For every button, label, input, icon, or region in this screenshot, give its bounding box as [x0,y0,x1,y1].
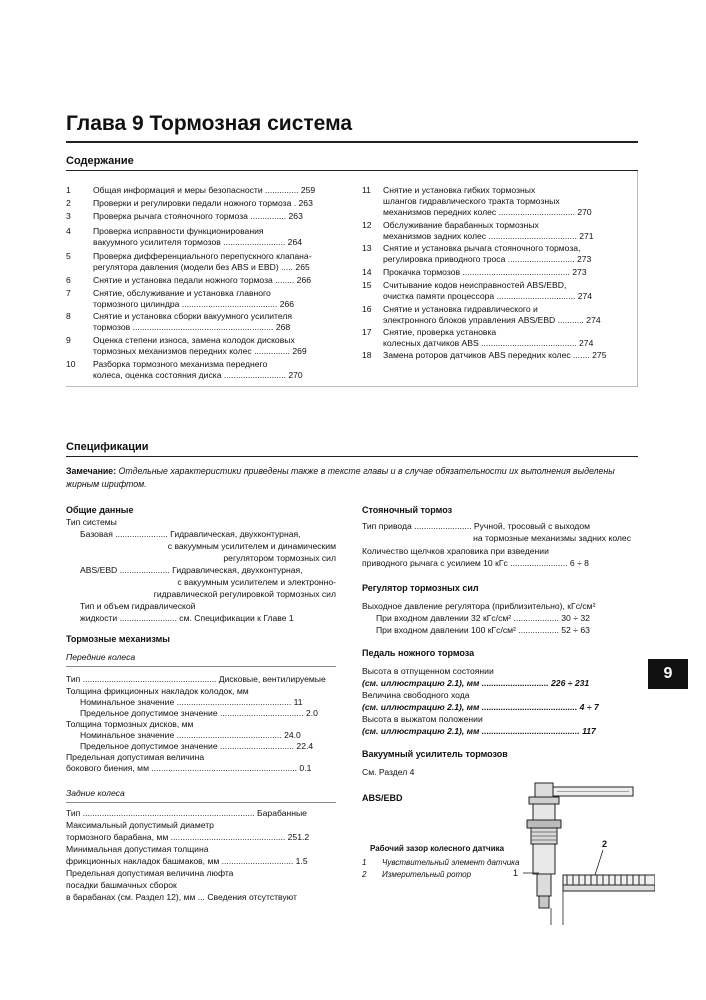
spec-line: с вакуумным усилителем и электронно- [177,577,336,587]
toc-number: 9 [66,335,71,345]
toc-text: Разборка тормозного механизма переднего [93,359,268,369]
abs-heading: ABS/EBD [362,793,403,803]
toc-number: 1 [66,185,71,195]
legend-number: 2 [362,870,367,879]
figure-label-2: 2 [602,839,608,849]
toc-number: 12 [362,220,372,230]
toc-text: Считывание кодов неисправностей ABS/EBD, [383,280,567,290]
toc-number: 5 [66,251,71,261]
toc-number: 3 [66,211,71,221]
spec-line: Выходное давление регулятора (приблизительно), кГс/см² [362,601,596,611]
toc-text: Снятие и установка педали ножного тормоза ........ 266 [93,275,311,285]
spec-line: (см. иллюстрацию 2.1), мм ........................................ 4 ÷ 7 [362,702,599,712]
spec-line: Тип привода ........................ Ручной, тросовый с выходом [362,521,591,531]
spec-line: посадки башмачных сборок [66,880,177,890]
spec-line: Величина свободного хода [362,690,470,700]
legend-item-1 [362,858,520,868]
toc-number: 7 [66,288,71,298]
spec-line: Тип ........................................................................ Барабанные [66,808,307,818]
spec-line: гидравлической регулировкой тормозных сил [153,589,336,599]
toc-text: очистка памяти процессора ................................. 274 [383,291,593,301]
spec-line: Базовая ...................... Гидравлическая, двухконтурная, [80,529,301,539]
pedal-heading: Педаль ножного тормоза [362,648,475,658]
rear-heading: Задние колеса [66,788,125,798]
toc-text: регулятора давления (модели без ABS и EBD) ..... 265 [93,262,310,272]
spec-line: ABS/EBD ..................... Гидравлическая, двухконтурная, [80,565,303,575]
legend-text: Измерительный ротор [382,870,472,879]
figure-label-1: 1 [513,868,519,878]
toc-item-17[interactable] [362,327,640,349]
toc-text: тормозов ........................................................... 268 [93,322,291,332]
title-rule [66,141,638,143]
toc-text: Снятие, проверка установка [383,327,497,337]
figure-caption: Рабочий зазор колесного датчика [370,844,505,853]
toc-text: Общая информация и меры безопасности .............. 259 [93,185,316,195]
spec-line: (см. иллюстрацию 2.1), мм ......................................... 117 [362,726,596,736]
toc-number: 6 [66,275,71,285]
spec-line: Минимальная допустимая толщина [66,844,209,854]
specs-note [66,465,636,490]
spec-line: с вакуумным усилителем и динамическим [167,541,336,551]
brakes-heading: Тормозные механизмы [66,634,170,644]
toc-item-9[interactable] [66,335,348,357]
toc-text: Проверка рычага стояночного тормоза ............... 263 [93,211,303,221]
toc-number: 4 [66,226,71,236]
toc-text: Снятие и установка гибких тормозных [383,185,536,195]
toc-text: Проверка исправности функционирования [93,226,264,236]
spec-line: Количество щелчков храповика при взведении [362,546,549,556]
toc-number: 16 [362,304,372,314]
general-heading: Общие данные [66,505,134,515]
spec-line: Максимальный допустимый диаметр [66,820,214,830]
note-label: Замечание: [66,466,117,476]
spec-line: в барабанах (см. Раздел 12), мм ... Сведения отсутствуют [66,892,297,902]
toc-text: механизмов передних колес ................................ 270 [383,207,592,217]
chapter-title: Глава 9 Тормозная система [66,112,353,135]
specs-heading: Спецификации [66,441,149,453]
toc-text: колеса, оценка состояния диска .......................... 270 [93,370,303,380]
spec-line: Предельная допустимая величина [66,752,205,762]
toc-number: 10 [66,359,76,369]
spec-line: регулятором тормозных сил [223,553,336,563]
spec-line: (см. иллюстрацию 2.1), мм ............................ 226 ÷ 231 [362,678,590,688]
spec-line: на тормозные механизмы задних колес [473,533,631,543]
booster-line: См. Раздел 4 [362,767,415,777]
toc-item-11[interactable] [362,185,640,218]
note-text: Отдельные характеристики приведены также в тексте главы и в случае обязательности их выполнения выделены жирным шрифтом. [66,466,615,489]
spec-line: Предельная допустимая величина люфта [66,868,234,878]
spec-line: фрикционных накладок башмаков, мм .............................. 1.5 [66,856,308,866]
spec-line: приводного рычага с усилием 10 кГс ........................ 6 ÷ 8 [362,558,589,568]
front-rule [66,666,336,667]
toc-text: Проверка дифференциального перепускного клапана- [93,251,312,261]
legend-item-2 [362,870,472,880]
toc-item-13[interactable] [362,243,640,265]
rear-rule [66,802,336,803]
toc-text: шлангов гидравлического тракта тормозных [383,196,560,206]
contents-rule [66,170,638,171]
toc-number: 15 [362,280,372,290]
contents-heading: Содержание [66,155,134,167]
toc-text: Прокачка тормозов ............................................. 273 [383,267,587,277]
toc-text: Снятие и установка гидравлического и [383,304,538,314]
chapter-tab: 9 [648,659,688,689]
specs-rule [66,456,638,457]
toc-text: Снятие и установка сборки вакуумного усилителя [93,311,293,321]
toc-number: 11 [362,185,371,195]
spec-line: Предельное допустимое значение ............................... 22.4 [80,741,314,751]
toc-number: 14 [362,267,372,277]
spec-line: Номинальное значение ................................................ 11 [80,697,303,707]
toc-text: Снятие, обслуживание и установка главного [93,288,271,298]
contents-box-bottom [66,386,638,387]
toc-item-7[interactable] [66,288,348,310]
spec-line: жидкости ........................ см. Спецификации к Главе 1 [80,613,294,623]
spec-line: Высота в выжатом положении [362,714,483,724]
front-heading: Передние колеса [66,652,136,662]
toc-text: Снятие и установка рычага стояночного тормоза, [383,243,581,253]
toc-item-5[interactable] [66,251,348,273]
wheel-sensor-illustration [505,775,655,935]
toc-text: Обслуживание барабанных тормозных [383,220,539,230]
spec-line: Тип и объем гидравлической [80,601,196,611]
spec-line: Тип ........................................................ Дисковые, вентилируемые [66,674,326,684]
toc-text: Замена роторов датчиков ABS передних колес ....... 275 [383,350,607,360]
spec-line: Высота в отпущенном состоянии [362,666,494,676]
spec-line: При входном давлении 100 кГс/см² ................. 52 ÷ 63 [376,625,590,635]
toc-item-8[interactable] [66,311,348,333]
spec-line: Толщина тормозных дисков, мм [66,719,194,729]
toc-text: вакуумного усилителя тормозов .......................... 264 [93,237,303,247]
booster-heading: Вакуумный усилитель тормозов [362,749,508,759]
toc-item-10[interactable] [66,359,348,381]
regulator-heading: Регулятор тормозных сил [362,583,479,593]
toc-text: регулировка приводного троса ............................ 273 [383,254,592,264]
toc-number: 18 [362,350,372,360]
toc-number: 17 [362,327,372,337]
toc-item-12[interactable] [362,220,640,242]
toc-text: тормозных механизмов передних колес ............... 269 [93,346,307,356]
spec-line: Номинальное значение ............................................ 24.0 [80,730,301,740]
spec-line: При входном давлении 32 кГс/см² ................... 30 ÷ 32 [376,613,590,623]
toc-text: Проверки и регулировки педали ножного тормоза . 263 [93,198,313,208]
toc-text: механизмов задних колес ..................................... 271 [383,231,594,241]
toc-number: 8 [66,311,71,321]
legend-number: 1 [362,858,367,867]
toc-text: электронного блоков управления ABS/EBD ........... 274 [383,315,601,325]
toc-item-15[interactable] [362,280,640,302]
toc-number: 13 [362,243,372,253]
spec-line: тормозного барабана, мм ................................................ 251.2 [66,832,310,842]
parking-heading: Стояночный тормоз [362,505,453,515]
spec-line: бокового биения, мм ............................................................. 0.1 [66,763,312,773]
toc-item-4[interactable] [66,226,348,248]
spec-line: Предельное допустимое значение ................................... 2.0 [80,708,318,718]
legend-text: Чувствительный элемент датчика [382,858,520,867]
spec-line: Толщина фрикционных накладок колодок, мм [66,686,249,696]
toc-text: тормозного цилиндра ........................................ 266 [93,299,295,309]
toc-item-16[interactable] [362,304,640,326]
toc-number: 2 [66,198,71,208]
toc-text: Оценка степени износа, замена колодок дисковых [93,335,295,345]
toc-text: колесных датчиков ABS ........................................ 274 [383,338,594,348]
spec-line: Тип системы [66,517,117,527]
contents-box-right [637,171,638,386]
